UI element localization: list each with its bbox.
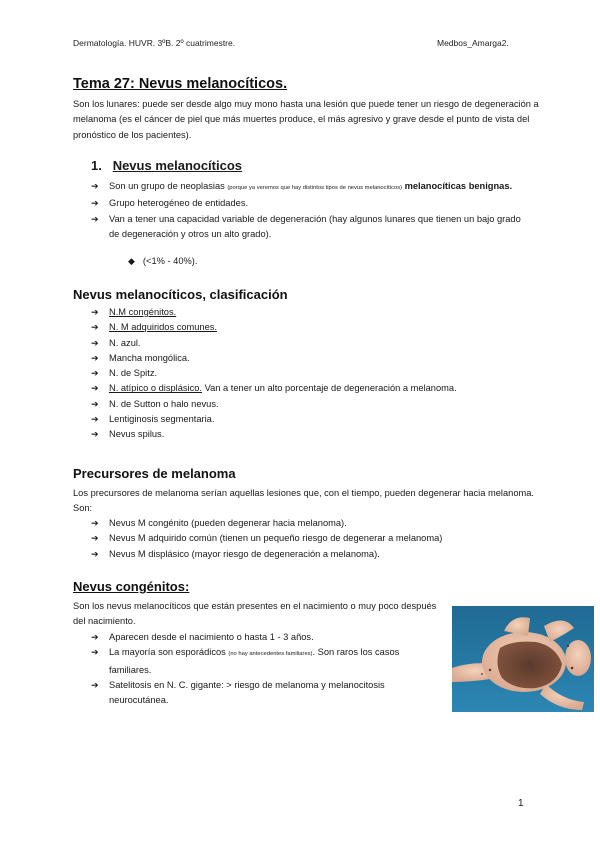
item-text: Grupo heterogéneo de entidades. (109, 198, 249, 209)
header-right: Medbos_Amarga2. (437, 38, 509, 48)
section1-heading (91, 158, 242, 173)
item-text: N. azul. (109, 337, 141, 348)
item-underlined: N. atípico o displásico. (109, 383, 203, 394)
item-text: Van a tener un alto porcentaje de degeneración a melanoma. (202, 383, 457, 394)
item-text: N. de Spitz. (109, 368, 158, 379)
item-text-continued: . Son raros los casos familiares. (109, 647, 400, 675)
list-item (91, 412, 531, 427)
list-item (91, 381, 531, 396)
header-left: Dermatología. HUVR. 3ºB. 2º cuatrimestre. (73, 38, 236, 48)
item-text: Nevus M adquirido común (tienen un pequeño riesgo de degenerar a melanoma) (109, 533, 443, 544)
section4-heading: Nevus congénitos: (73, 579, 190, 594)
item-text: Satelitosis en N. C. gigante: > riesgo de melanoma y melanocitosis neurocutánea. (109, 679, 385, 706)
item-text: Aparecen desde el nacimiento o hasta 1 - 3 años. (109, 632, 314, 642)
list-item (91, 212, 531, 243)
item-underlined: N. M adquiridos comunes. (109, 322, 217, 333)
item-text: Son un grupo de neoplasias (109, 181, 228, 191)
item-underlined: N.M congénitos. (109, 307, 177, 317)
item-text: Nevus M congénito (pueden degenerar hacia melanoma). (109, 518, 347, 528)
list-item (91, 179, 531, 196)
page-number: 1 (518, 798, 524, 809)
item-text: La mayoría son esporádicos (109, 647, 229, 658)
section3-list (91, 516, 531, 562)
list-item (91, 351, 531, 366)
list-item (91, 630, 441, 645)
sub-bullet-text: (<1% - 40%). (142, 256, 198, 266)
diamond-bullet-icon: ◆ (128, 256, 135, 266)
item-text: Van a tener una capacidad variable de degeneración (hay algunos lunares que tienen un bajo grado de degeneración y otros un alto grado). (109, 213, 521, 239)
list-item (91, 645, 441, 678)
item-text: Nevus spilus. (109, 429, 165, 440)
item-text: Mancha mongólica. (109, 352, 190, 363)
sub-bullet (128, 256, 197, 267)
list-item (91, 305, 531, 320)
list-item (91, 427, 531, 442)
section1-list (91, 179, 531, 242)
list-item (91, 366, 531, 381)
list-item (91, 336, 531, 351)
item-text: Nevus M displásico (mayor riesgo de degeneración a melanoma). (109, 548, 380, 559)
item-note: (no hay antecedentes familiares) (228, 651, 313, 658)
section2-list (91, 305, 531, 443)
item-note: (porque ya veremos que hay distintos tipos de nevus melanocíticos) (227, 185, 403, 191)
item-text: N. de Sutton o halo nevus. (109, 398, 219, 409)
section3-heading: Precursores de melanoma (73, 466, 236, 481)
list-item (91, 547, 531, 562)
section4-paragraph: Son los nevus melanocíticos que están presentes en el nacimiento o muy poco después del nacimiento. (73, 601, 437, 627)
section2-heading: Nevus melanocíticos, clasificación (73, 287, 288, 302)
list-item (91, 196, 531, 211)
section1-number: 1. (91, 158, 102, 173)
list-item (91, 397, 531, 412)
intro-paragraph: Son los lunares: puede ser desde algo muy mono hasta una lesión que puede tener un riesgo de degeneración a melanoma (es el cáncer de piel que más muertes produce, el más agresivo y grave desde el punto de vista del pronóstico de los pacientes). (73, 99, 539, 140)
section3-paragraph: Los precursores de melanoma serían aquellas lesiones que, con el tiempo, pueden degenerar hacia melanoma. Son: (73, 488, 534, 514)
list-item (91, 320, 531, 335)
section1-title: Nevus melanocíticos (112, 158, 243, 173)
page-title: Tema 27: Nevus melanocíticos. (73, 76, 288, 92)
item-text: Lentiginosis segmentaria. (109, 414, 215, 425)
section4-list (91, 630, 441, 708)
infant-photo (452, 606, 594, 712)
list-item (91, 678, 441, 709)
list-item (91, 516, 531, 531)
list-item (91, 531, 531, 546)
item-bold-text: melanocíticas benignas. (402, 181, 513, 191)
